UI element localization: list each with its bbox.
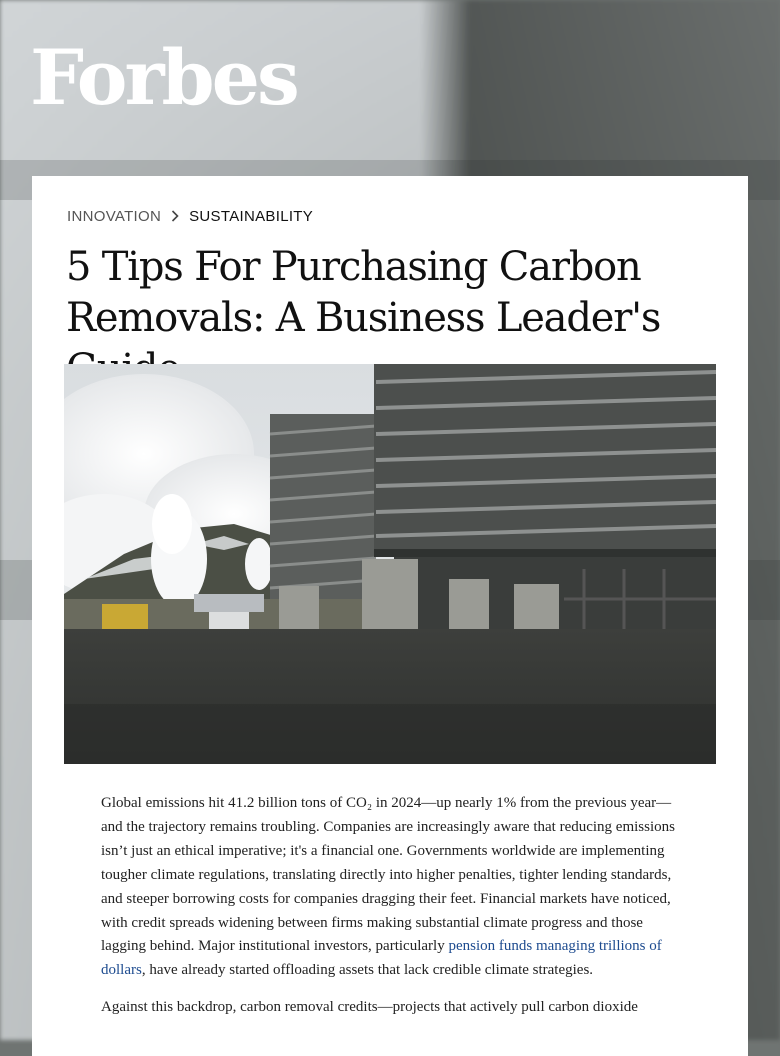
- hero-image: [64, 364, 716, 764]
- breadcrumb-sustainability-link[interactable]: SUSTAINABILITY: [189, 208, 314, 225]
- breadcrumb-innovation-link[interactable]: INNOVATION: [67, 208, 162, 225]
- chevron-right-icon: [171, 209, 179, 225]
- article-body: [101, 792, 681, 1033]
- breadcrumb: [67, 208, 313, 225]
- article-paragraph: Against this backdrop, carbon removal credits—projects that actively pull carbon dioxide: [101, 999, 638, 1016]
- paragraph-text: Global emissions hit 41.2 billion tons of CO₂ in 2024—up nearly 1% from the previous year—and the trajectory remains troubling. Companies are increasingly aware that reducing emissions isn’t just an ethical imperative; it's a financial one. Governments worldwide are implementing tougher climate regulations, translating directly into higher penalties, tighter lending standards, and steeper borrowing costs for companies dragging their feet. Financial markets have noticed, with credit spreads widening between firms making substantial climate progress and those lagging behind. Major institutional investors, particularly: [101, 795, 675, 955]
- article-card: [32, 176, 748, 1056]
- article-title: 5 Tips For Purchasing Carbon Removals: A Business Leader's: [66, 244, 661, 341]
- article-paragraph: [101, 792, 681, 983]
- paragraph-text: , have already started offloading assets that lack credible climate strategies.: [141, 962, 594, 979]
- forbes-logo[interactable]: Forbes: [30, 33, 297, 122]
- pension-funds-link[interactable]: pension funds managing trillions of dollars: [101, 938, 662, 979]
- direct-air-capture-facility-photo: [64, 364, 716, 764]
